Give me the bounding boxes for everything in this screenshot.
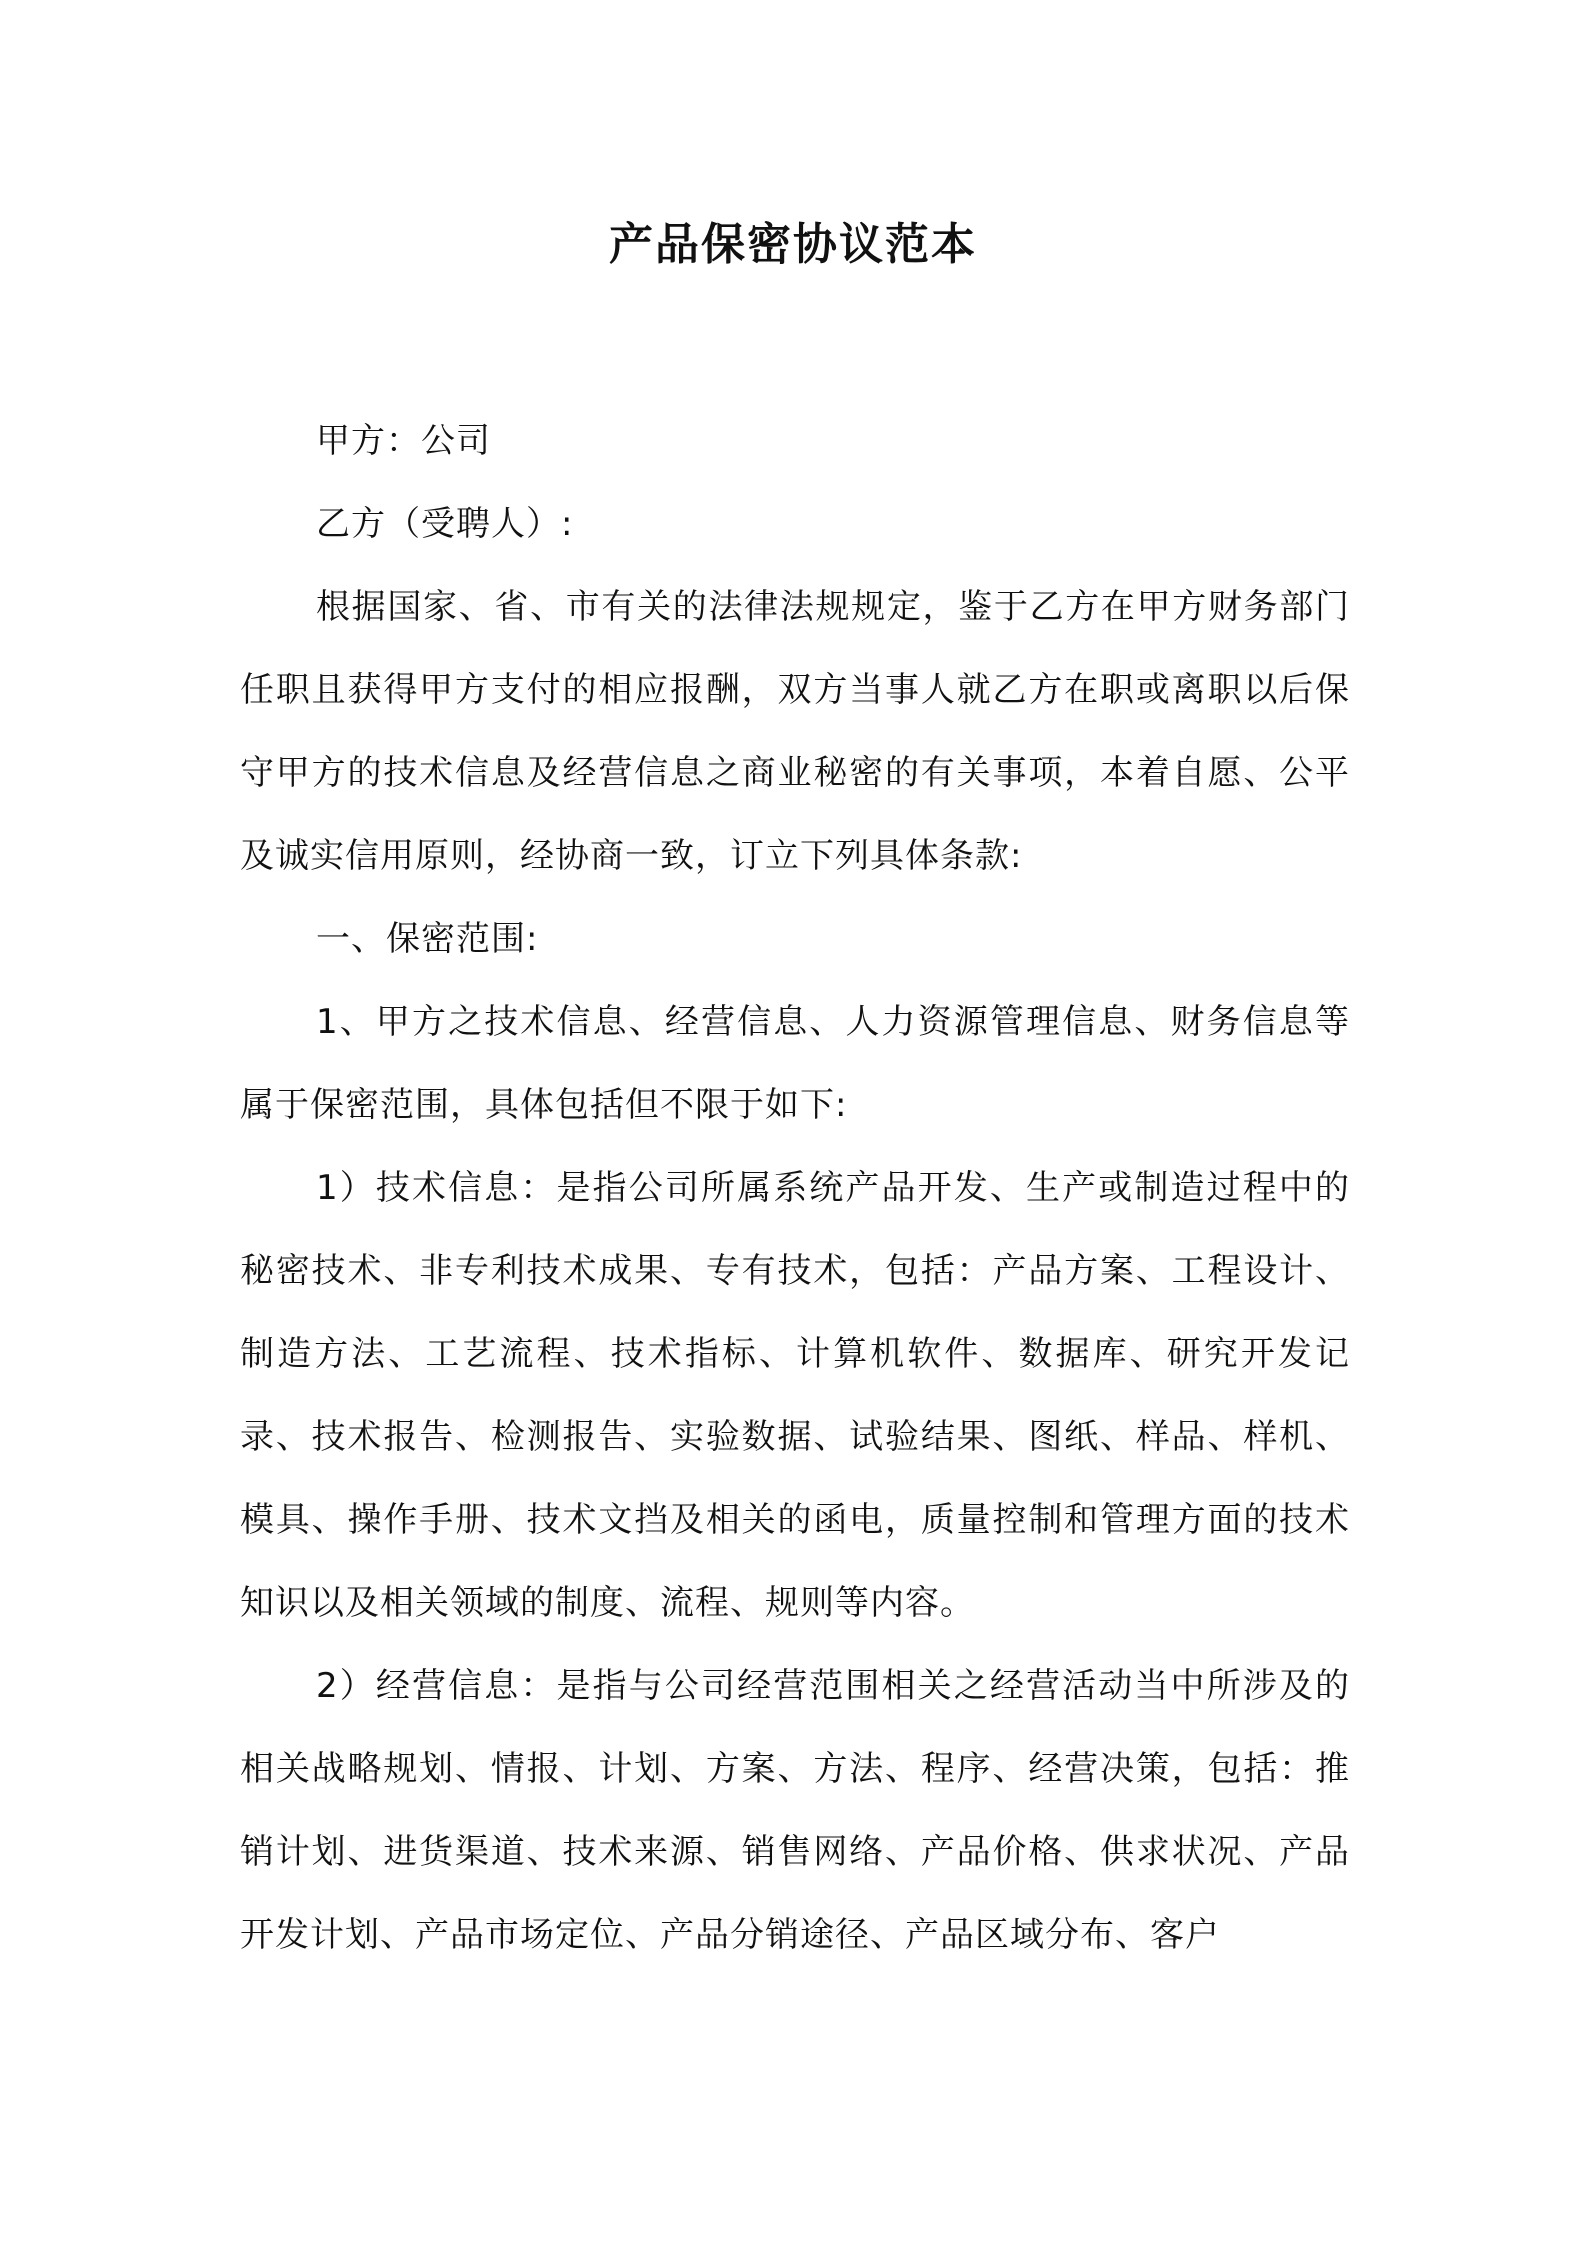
document-title: 产品保密协议范本: [609, 219, 977, 270]
clause-1-paragraph: 1、甲方之技术信息、经营信息、人力资源管理信息、财务信息等属于保密范围，具体包括但不限于如下:: [240, 1002, 1350, 1125]
party-b-line: 乙方（受聘人）:: [316, 504, 574, 544]
intro-paragraph: 根据国家、省、市有关的法律法规规定，鉴于乙方在甲方财务部门任职且获得甲方支付的相应报酬，双方当事人就乙方在职或离职以后保守甲方的技术信息及经营信息之商业秘密的有关事项，本着自愿、公平及诚实信用原则，经协商一致，订立下列具体条款:: [240, 587, 1350, 876]
document-body: [240, 400, 1350, 1977]
clause-1-2-paragraph: 2）经营信息：是指与公司经营范围相关之经营活动当中所涉及的相关战略规划、情报、计划、方案、方法、程序、经营决策，包括：推销计划、进货渠道、技术来源、销售网络、产品价格、供求状况、产品开发计划、产品市场定位、产品分销途径、产品区域分布、客户: [240, 1666, 1350, 1955]
party-a-line: 甲方：公司: [316, 421, 491, 461]
section-1-heading: 一、保密范围:: [316, 919, 539, 959]
clause-1-1-paragraph: 1）技术信息：是指公司所属系统产品开发、生产或制造过程中的秘密技术、非专利技术成果、专有技术，包括：产品方案、工程设计、制造方法、工艺流程、技术指标、计算机软件、数据库、研究开发记录、技术报告、检测报告、实验数据、试验结果、图纸、样品、样机、模具、操作手册、技术文挡及相关的函电，质量控制和管理方面的技术知识以及相关领域的制度、流程、规则等内容。: [240, 1168, 1350, 1623]
